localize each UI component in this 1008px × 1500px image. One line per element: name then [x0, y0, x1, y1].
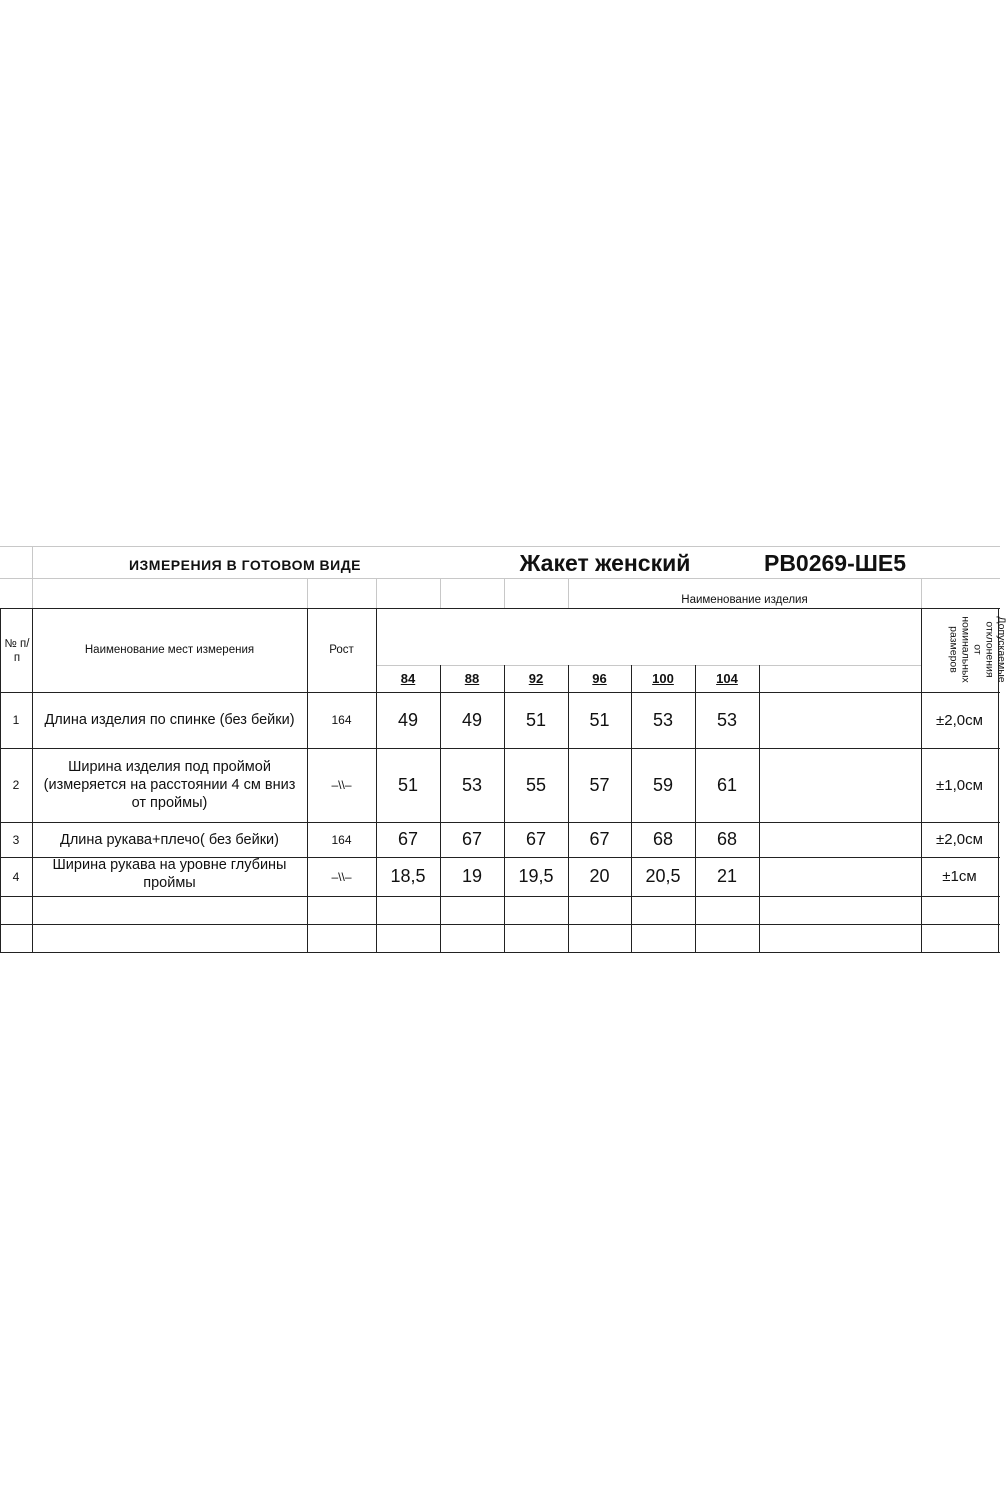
tolerance-header-line: отклонения: [983, 621, 996, 678]
size-value: 19: [461, 866, 483, 886]
grid-line: [0, 578, 1000, 579]
size-value: 49: [397, 709, 419, 730]
tolerance-value: ±1,0см: [936, 776, 983, 794]
size-value: 49: [461, 709, 483, 730]
size-value: 57: [589, 774, 610, 795]
height-value: 164: [331, 832, 352, 847]
size-value: 53: [461, 774, 483, 795]
size-value: 51: [397, 774, 419, 795]
size-value: 61: [716, 774, 738, 795]
size-value: 53: [652, 709, 674, 730]
height-value: –\\–: [331, 778, 352, 792]
measurement-name: Ширина рукава на уровне глубины проймы: [52, 857, 287, 891]
size-value: 19,5: [518, 866, 554, 886]
column-border: [759, 665, 760, 952]
size-value: 20: [589, 866, 610, 886]
tolerance-value: ±1см: [942, 868, 977, 885]
size-header-84: 84: [400, 671, 416, 686]
size-value: 68: [652, 829, 674, 849]
row-number: 4: [12, 869, 20, 884]
measurement-name: Ширина изделия под проймой (измеряется на расстоянии 4 см вниз от проймы): [43, 759, 296, 811]
tolerance-header: [921, 608, 1008, 692]
height-value: –\\–: [331, 869, 352, 884]
product-code: РВ0269-ШЕ5: [763, 549, 907, 576]
size-value: 53: [716, 709, 738, 730]
height-value: 164: [331, 713, 352, 727]
size-value: 18,5: [390, 866, 426, 886]
product-group-header: Наименование изделия: [681, 594, 808, 606]
row-border: [0, 924, 1000, 925]
height-header: Рост: [329, 644, 354, 656]
product-name: Жакет женский: [519, 549, 691, 576]
size-value: 67: [525, 829, 547, 849]
grid-line: [0, 546, 1000, 547]
tolerance-header-line: номинальных: [959, 616, 972, 683]
row-number: 2: [12, 778, 20, 792]
measurement-table: [0, 546, 1008, 954]
tolerance-header-line: размеров: [947, 626, 960, 673]
grid-line: [376, 578, 377, 608]
size-header-104: 104: [716, 671, 738, 686]
measurement-name-header: Наименование мест измерения: [84, 644, 255, 656]
size-value: 67: [589, 829, 610, 849]
grid-line: [440, 578, 441, 608]
size-header-88: 88: [464, 671, 480, 686]
size-header-100: 100: [652, 671, 674, 686]
size-value: 67: [461, 829, 483, 849]
size-value: 67: [397, 829, 419, 849]
size-value: 51: [525, 709, 547, 730]
measurement-name: Длина изделия по спинке (без бейки): [44, 712, 295, 728]
size-header-92: 92: [528, 671, 544, 686]
section-title: ИЗМЕРЕНИЯ В ГОТОВОМ ВИДЕ: [128, 557, 362, 573]
size-value: 55: [525, 774, 547, 795]
grid-line: [307, 578, 308, 608]
grid-line: [32, 546, 33, 608]
grid-line: [921, 578, 922, 608]
number-column-header: № п/п: [4, 638, 30, 664]
grid-line: [504, 578, 505, 608]
tolerance-value: ±2,0см: [936, 711, 983, 729]
tolerance-header-line: от: [971, 644, 984, 655]
size-value: 68: [716, 829, 738, 849]
row-number: 3: [12, 832, 20, 847]
size-value: 51: [589, 709, 610, 730]
size-value: 59: [652, 774, 674, 795]
row-number: 1: [12, 713, 20, 727]
size-value: 20,5: [645, 866, 681, 886]
measurement-name: Длина рукава+плечо( без бейки): [60, 831, 279, 848]
size-value: 21: [716, 866, 738, 886]
tolerance-header-line: Допускаемые: [995, 616, 1008, 683]
table-bottom-border: [0, 952, 1000, 953]
size-header-96: 96: [592, 671, 607, 686]
row-border: [0, 896, 1000, 897]
tolerance-value: ±2,0см: [936, 831, 983, 848]
